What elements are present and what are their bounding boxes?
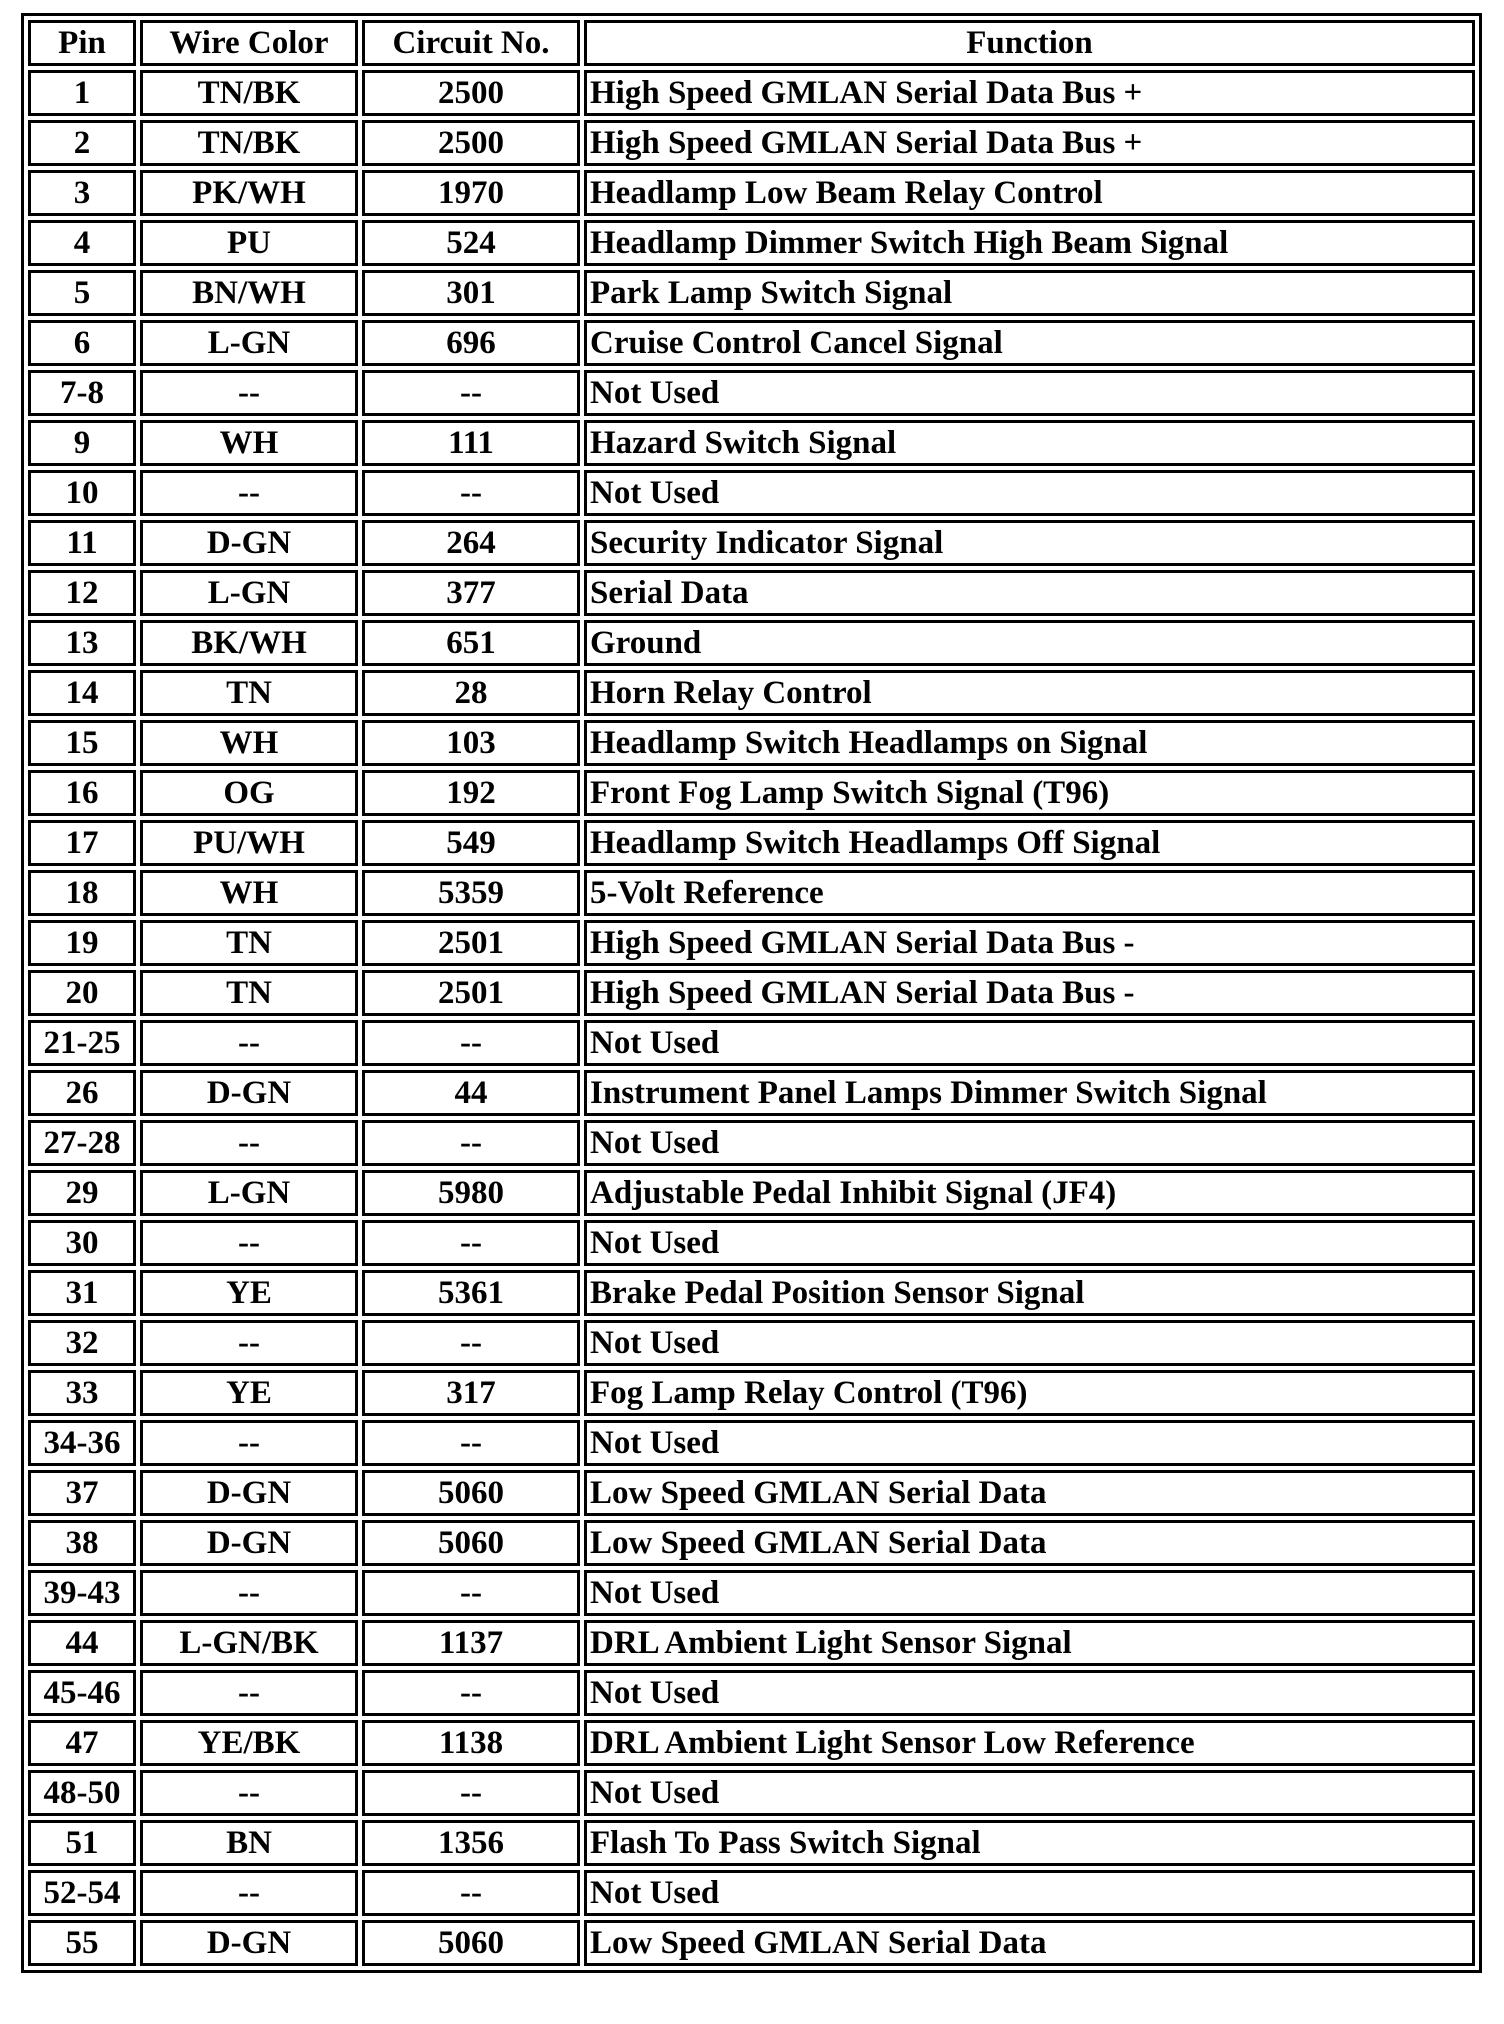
cell-pin: 12 <box>28 570 136 616</box>
table-row <box>28 1720 1475 1766</box>
cell-pin: 4 <box>28 220 136 266</box>
table-row <box>28 1120 1475 1166</box>
cell-wire-color: -- <box>140 1870 358 1916</box>
cell-wire-color: D-GN <box>140 520 358 566</box>
cell-pin: 13 <box>28 620 136 666</box>
table-row <box>28 320 1475 366</box>
cell-function: Not Used <box>584 1020 1475 1066</box>
cell-circuit-no: 5980 <box>362 1170 580 1216</box>
table-row <box>28 570 1475 616</box>
cell-pin: 32 <box>28 1320 136 1366</box>
cell-function: Ground <box>584 620 1475 666</box>
cell-pin: 31 <box>28 1270 136 1316</box>
table-row <box>28 1870 1475 1916</box>
cell-pin: 17 <box>28 820 136 866</box>
cell-circuit-no: 111 <box>362 420 580 466</box>
cell-pin: 44 <box>28 1620 136 1666</box>
cell-wire-color: TN <box>140 670 358 716</box>
table-row <box>28 70 1475 116</box>
cell-wire-color: TN/BK <box>140 70 358 116</box>
table-row <box>28 1020 1475 1066</box>
cell-circuit-no: 301 <box>362 270 580 316</box>
cell-wire-color: -- <box>140 1220 358 1266</box>
table-row <box>28 1670 1475 1716</box>
cell-wire-color: -- <box>140 1320 358 1366</box>
cell-wire-color: -- <box>140 1770 358 1816</box>
cell-wire-color: -- <box>140 470 358 516</box>
header-function: Function <box>584 20 1475 66</box>
table-row <box>28 670 1475 716</box>
connector-pinout-table <box>21 13 1482 1973</box>
cell-function: Hazard Switch Signal <box>584 420 1475 466</box>
table-row <box>28 1070 1475 1116</box>
cell-wire-color: -- <box>140 1120 358 1166</box>
table-row <box>28 370 1475 416</box>
cell-pin: 21-25 <box>28 1020 136 1066</box>
cell-wire-color: D-GN <box>140 1470 358 1516</box>
cell-function: Front Fog Lamp Switch Signal (T96) <box>584 770 1475 816</box>
table-row <box>28 870 1475 916</box>
table-header-row <box>28 20 1475 66</box>
cell-pin: 51 <box>28 1820 136 1866</box>
header-pin: Pin <box>28 20 136 66</box>
cell-function: Serial Data <box>584 570 1475 616</box>
cell-wire-color: -- <box>140 1020 358 1066</box>
cell-function: Not Used <box>584 1770 1475 1816</box>
cell-wire-color: TN <box>140 920 358 966</box>
table-row <box>28 1470 1475 1516</box>
table-row <box>28 970 1475 1016</box>
cell-circuit-no: 192 <box>362 770 580 816</box>
table-row <box>28 1320 1475 1366</box>
cell-circuit-no: -- <box>362 370 580 416</box>
cell-pin: 7-8 <box>28 370 136 416</box>
cell-wire-color: BN <box>140 1820 358 1866</box>
cell-function: Instrument Panel Lamps Dimmer Switch Signal <box>584 1070 1475 1116</box>
table-row <box>28 120 1475 166</box>
cell-circuit-no: 5361 <box>362 1270 580 1316</box>
cell-circuit-no: -- <box>362 1670 580 1716</box>
cell-pin: 20 <box>28 970 136 1016</box>
cell-circuit-no: 317 <box>362 1370 580 1416</box>
cell-pin: 1 <box>28 70 136 116</box>
cell-circuit-no: 28 <box>362 670 580 716</box>
cell-pin: 55 <box>28 1920 136 1966</box>
table-row <box>28 1370 1475 1416</box>
header-wire-color: Wire Color <box>140 20 358 66</box>
cell-circuit-no: 2500 <box>362 70 580 116</box>
cell-function: High Speed GMLAN Serial Data Bus - <box>584 920 1475 966</box>
cell-pin: 45-46 <box>28 1670 136 1716</box>
cell-circuit-no: 1138 <box>362 1720 580 1766</box>
table-row <box>28 1570 1475 1616</box>
cell-function: High Speed GMLAN Serial Data Bus - <box>584 970 1475 1016</box>
cell-pin: 16 <box>28 770 136 816</box>
cell-function: Flash To Pass Switch Signal <box>584 1820 1475 1866</box>
table-row <box>28 1770 1475 1816</box>
cell-wire-color: L-GN/BK <box>140 1620 358 1666</box>
cell-function: Low Speed GMLAN Serial Data <box>584 1470 1475 1516</box>
cell-circuit-no: -- <box>362 1870 580 1916</box>
table-row <box>28 1920 1475 1966</box>
table-row <box>28 1170 1475 1216</box>
table-row <box>28 720 1475 766</box>
cell-circuit-no: -- <box>362 1220 580 1266</box>
cell-pin: 3 <box>28 170 136 216</box>
cell-circuit-no: 5060 <box>362 1470 580 1516</box>
cell-function: Park Lamp Switch Signal <box>584 270 1475 316</box>
cell-pin: 33 <box>28 1370 136 1416</box>
cell-circuit-no: 1970 <box>362 170 580 216</box>
cell-function: High Speed GMLAN Serial Data Bus + <box>584 120 1475 166</box>
cell-function: Headlamp Low Beam Relay Control <box>584 170 1475 216</box>
cell-function: 5-Volt Reference <box>584 870 1475 916</box>
cell-function: Security Indicator Signal <box>584 520 1475 566</box>
cell-wire-color: WH <box>140 420 358 466</box>
cell-circuit-no: 44 <box>362 1070 580 1116</box>
cell-wire-color: L-GN <box>140 320 358 366</box>
cell-pin: 9 <box>28 420 136 466</box>
table-row <box>28 620 1475 666</box>
cell-function: Adjustable Pedal Inhibit Signal (JF4) <box>584 1170 1475 1216</box>
cell-pin: 5 <box>28 270 136 316</box>
table-row <box>28 220 1475 266</box>
cell-wire-color: -- <box>140 370 358 416</box>
cell-wire-color: TN/BK <box>140 120 358 166</box>
cell-wire-color: WH <box>140 870 358 916</box>
cell-pin: 29 <box>28 1170 136 1216</box>
cell-pin: 37 <box>28 1470 136 1516</box>
cell-pin: 38 <box>28 1520 136 1566</box>
cell-circuit-no: 549 <box>362 820 580 866</box>
cell-wire-color: PU/WH <box>140 820 358 866</box>
cell-circuit-no: -- <box>362 1020 580 1066</box>
cell-circuit-no: 2501 <box>362 970 580 1016</box>
cell-function: Not Used <box>584 1320 1475 1366</box>
cell-circuit-no: 2501 <box>362 920 580 966</box>
cell-circuit-no: -- <box>362 1570 580 1616</box>
cell-wire-color: D-GN <box>140 1920 358 1966</box>
cell-function: Brake Pedal Position Sensor Signal <box>584 1270 1475 1316</box>
table-row <box>28 770 1475 816</box>
cell-circuit-no: 5060 <box>362 1920 580 1966</box>
cell-pin: 6 <box>28 320 136 366</box>
cell-wire-color: YE <box>140 1270 358 1316</box>
cell-function: Low Speed GMLAN Serial Data <box>584 1920 1475 1966</box>
cell-function: DRL Ambient Light Sensor Low Reference <box>584 1720 1475 1766</box>
cell-function: DRL Ambient Light Sensor Signal <box>584 1620 1475 1666</box>
cell-circuit-no: 5359 <box>362 870 580 916</box>
cell-circuit-no: 264 <box>362 520 580 566</box>
cell-function: Headlamp Switch Headlamps Off Signal <box>584 820 1475 866</box>
cell-wire-color: PU <box>140 220 358 266</box>
cell-circuit-no: 696 <box>362 320 580 366</box>
cell-wire-color: -- <box>140 1420 358 1466</box>
cell-pin: 27-28 <box>28 1120 136 1166</box>
cell-function: Headlamp Dimmer Switch High Beam Signal <box>584 220 1475 266</box>
cell-pin: 26 <box>28 1070 136 1116</box>
table-row <box>28 1270 1475 1316</box>
cell-function: Not Used <box>584 470 1475 516</box>
cell-pin: 34-36 <box>28 1420 136 1466</box>
cell-circuit-no: -- <box>362 1120 580 1166</box>
cell-pin: 14 <box>28 670 136 716</box>
cell-function: Low Speed GMLAN Serial Data <box>584 1520 1475 1566</box>
table-row <box>28 520 1475 566</box>
cell-function: Horn Relay Control <box>584 670 1475 716</box>
cell-wire-color: D-GN <box>140 1070 358 1116</box>
cell-wire-color: WH <box>140 720 358 766</box>
cell-pin: 47 <box>28 1720 136 1766</box>
table-row <box>28 1220 1475 1266</box>
cell-circuit-no: 651 <box>362 620 580 666</box>
cell-wire-color: YE <box>140 1370 358 1416</box>
header-circuit-no: Circuit No. <box>362 20 580 66</box>
cell-pin: 18 <box>28 870 136 916</box>
cell-circuit-no: 377 <box>362 570 580 616</box>
cell-circuit-no: -- <box>362 470 580 516</box>
cell-pin: 30 <box>28 1220 136 1266</box>
cell-wire-color: L-GN <box>140 1170 358 1216</box>
cell-wire-color: BN/WH <box>140 270 358 316</box>
cell-function: Not Used <box>584 1220 1475 1266</box>
cell-pin: 52-54 <box>28 1870 136 1916</box>
cell-pin: 19 <box>28 920 136 966</box>
cell-pin: 10 <box>28 470 136 516</box>
table-row <box>28 1420 1475 1466</box>
table-row <box>28 1520 1475 1566</box>
cell-function: Fog Lamp Relay Control (T96) <box>584 1370 1475 1416</box>
table-row <box>28 270 1475 316</box>
cell-function: Not Used <box>584 1670 1475 1716</box>
cell-wire-color: YE/BK <box>140 1720 358 1766</box>
cell-circuit-no: -- <box>362 1420 580 1466</box>
cell-circuit-no: 1356 <box>362 1820 580 1866</box>
cell-pin: 48-50 <box>28 1770 136 1816</box>
cell-function: Not Used <box>584 1420 1475 1466</box>
cell-circuit-no: 524 <box>362 220 580 266</box>
cell-function: Not Used <box>584 1870 1475 1916</box>
cell-function: Not Used <box>584 1570 1475 1616</box>
cell-circuit-no: 5060 <box>362 1520 580 1566</box>
cell-pin: 11 <box>28 520 136 566</box>
cell-circuit-no: 103 <box>362 720 580 766</box>
cell-pin: 15 <box>28 720 136 766</box>
cell-wire-color: OG <box>140 770 358 816</box>
cell-circuit-no: 1137 <box>362 1620 580 1666</box>
cell-function: Headlamp Switch Headlamps on Signal <box>584 720 1475 766</box>
table-row <box>28 470 1475 516</box>
cell-wire-color: PK/WH <box>140 170 358 216</box>
cell-function: Not Used <box>584 370 1475 416</box>
table-row <box>28 920 1475 966</box>
table-row <box>28 420 1475 466</box>
cell-wire-color: D-GN <box>140 1520 358 1566</box>
cell-function: High Speed GMLAN Serial Data Bus + <box>584 70 1475 116</box>
cell-function: Not Used <box>584 1120 1475 1166</box>
cell-pin: 2 <box>28 120 136 166</box>
table-row <box>28 820 1475 866</box>
cell-circuit-no: -- <box>362 1770 580 1816</box>
cell-circuit-no: 2500 <box>362 120 580 166</box>
table-row <box>28 1620 1475 1666</box>
cell-wire-color: BK/WH <box>140 620 358 666</box>
cell-wire-color: -- <box>140 1570 358 1616</box>
table-row <box>28 170 1475 216</box>
table-row <box>28 1820 1475 1866</box>
cell-wire-color: -- <box>140 1670 358 1716</box>
cell-circuit-no: -- <box>362 1320 580 1366</box>
cell-function: Cruise Control Cancel Signal <box>584 320 1475 366</box>
cell-wire-color: TN <box>140 970 358 1016</box>
cell-pin: 39-43 <box>28 1570 136 1616</box>
cell-wire-color: L-GN <box>140 570 358 616</box>
